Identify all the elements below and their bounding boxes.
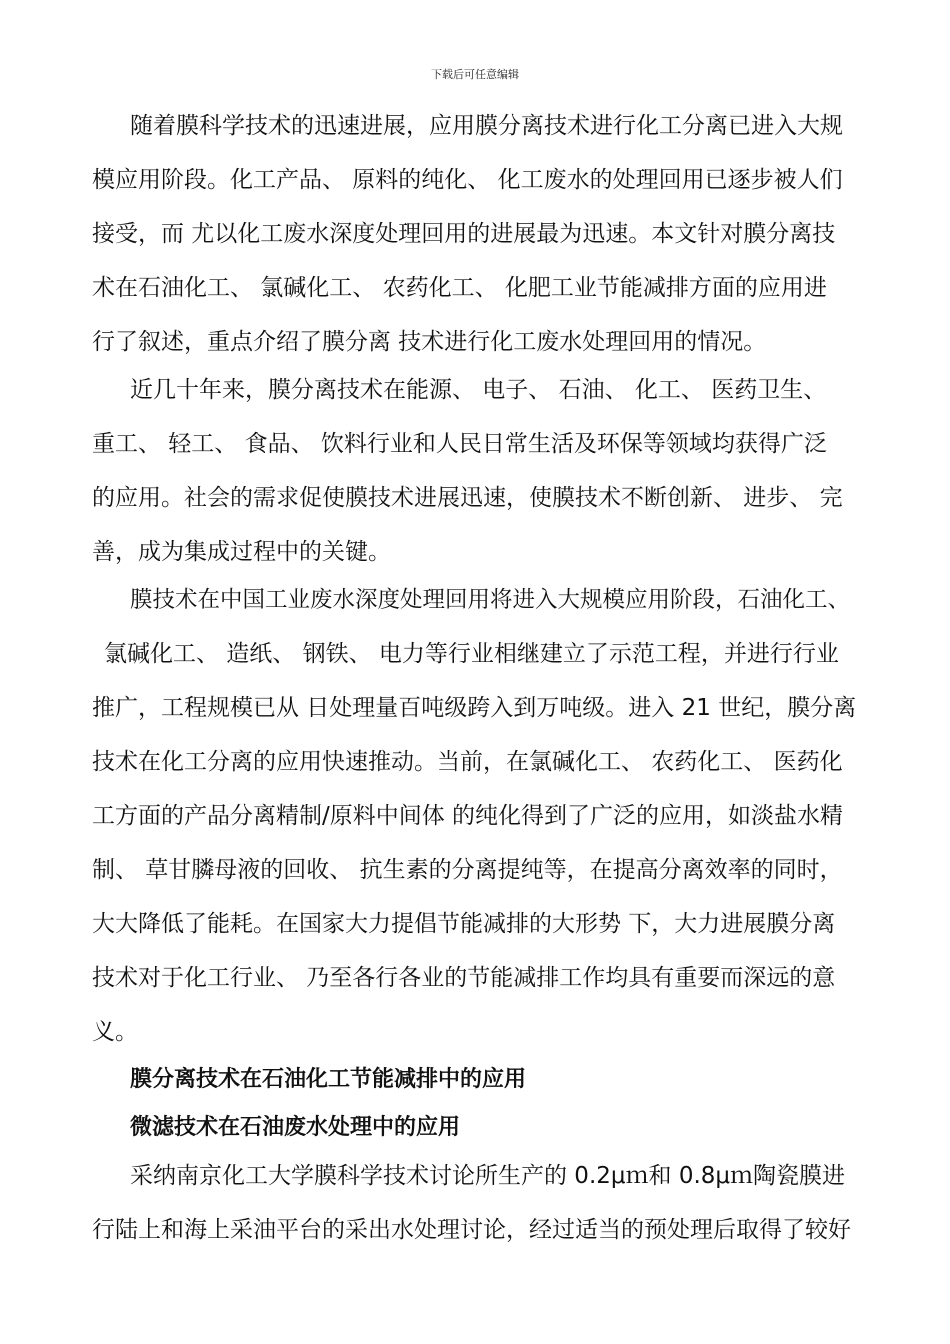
body-text-line: 术在石油化工、 氯碱化工、 农药化工、 化肥工业节能减排方面的应用进 (92, 275, 827, 301)
body-text-line: 随着膜科学技术的迅速进展，应用膜分离技术进行化工分离已进入大规 (130, 113, 843, 139)
section-heading: 膜分离技术在石油化工节能减排中的应用 (130, 1067, 527, 1092)
body-text-line: 模应用阶段。化工产品、 原料的纯化、 化工废水的处理回用已逐步被人们 (92, 167, 843, 193)
page-header: 下载后可任意编辑 (431, 68, 519, 81)
body-text-line: 制、 草甘膦母液的回收、 抗生素的分离提纯等，在提高分离效率的同时， (92, 857, 843, 883)
subsection-heading: 微滤技术在石油废水处理中的应用 (130, 1115, 461, 1140)
body-text-line: 接受，而 尤以化工废水深度处理回用的进展最为迅速。本文针对膜分离技 (92, 221, 836, 247)
body-text-line: 技术在化工分离的应用快速推动。当前，在氯碱化工、 农药化工、 医药化 (92, 749, 843, 775)
body-text-line: 大大降低了能耗。在国家大力提倡节能减排的大形势 下，大力进展膜分离 (92, 911, 836, 937)
body-text-line: 技术对于化工行业、 乃至各行各业的节能减排工作均具有重要而深远的意 (92, 965, 836, 991)
body-text-line: 重工、 轻工、 食品、 饮料行业和人民日常生活及环保等领域均获得广泛 (92, 431, 827, 457)
body-text-line: 工方面的产品分离精制/原料中间体 的纯化得到了广泛的应用，如淡盐水精 (92, 803, 844, 829)
body-text-line: 的应用。社会的需求促使膜技术进展迅速，使膜技术不断创新、 进步、 完 (92, 485, 843, 511)
body-text-line: 行了叙述，重点介绍了膜分离 技术进行化工废水处理回用的情况。 (92, 329, 767, 355)
body-text-line: 义。 (92, 1019, 138, 1045)
body-text-line: 行陆上和海上采油平台的采出水处理讨论，经过适当的预处理后取得了较好 (92, 1217, 851, 1243)
body-text-line: 膜技术在中国工业废水深度处理回用将进入大规模应用阶段，石油化工、 (130, 587, 851, 613)
body-text-line: 近几十年来，膜分离技术在能源、 电子、 石油、 化工、 医药卫生、 (130, 377, 827, 403)
body-text-line: 采纳南京化工大学膜科学技术讨论所生产的 0.2μｍ和 0.8μｍ陶瓷膜进 (130, 1163, 846, 1189)
body-text-line: 氯碱化工、 造纸、 钢铁、 电力等行业相继建立了示范工程，并进行行业 (104, 641, 839, 667)
body-text-line: 推广，工程规模已从 日处理量百吨级跨入到万吨级。进入 21 世纪，膜分离 (92, 695, 857, 721)
body-text-line: 善，成为集成过程中的关键。 (92, 539, 391, 565)
